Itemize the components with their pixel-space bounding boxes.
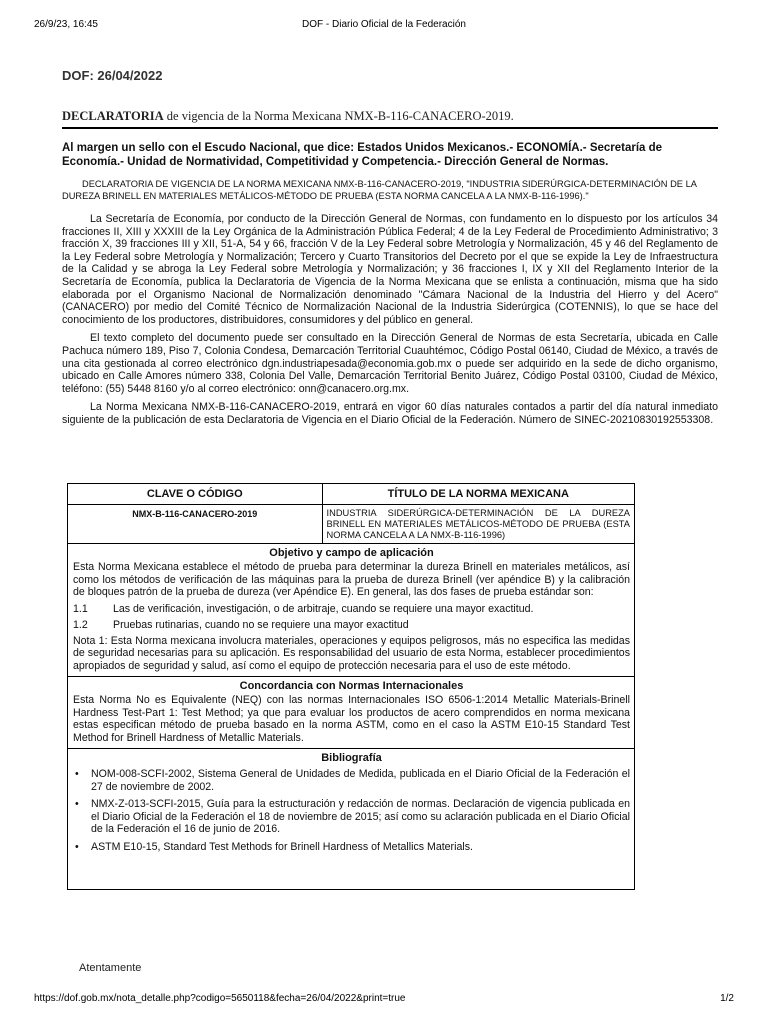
- declaratoria-heading: DECLARATORIA DE VIGENCIA DE LA NORMA MEXICANA NMX-B-116-CANACERO-2019, "INDUSTRIA SIDERÚRGICA-DETERMINACIÓN DE LA DUREZA BRINELL EN MATERIALES METÁLICOS-MÉTODO DE PRUEBA (ESTA NORMA CANCELA A LA NMX-B-116-1996).": [62, 179, 697, 201]
- list-item: [73, 603, 630, 615]
- list-item-number: 1.1: [73, 602, 88, 615]
- list-item-text: Pruebas rutinarias, cuando no se requiere una mayor exactitud: [113, 618, 409, 631]
- dof-date: DOF: 26/04/2022: [62, 68, 163, 83]
- print-page-title: DOF - Diario Oficial de la Federación: [302, 19, 466, 30]
- norma-table: [67, 483, 635, 890]
- objetivo-section: [68, 544, 635, 677]
- bibliografia-row: [68, 749, 635, 890]
- title-divider: [62, 127, 718, 129]
- print-header: [34, 19, 734, 33]
- print-datetime: 26/9/23, 16:45: [34, 19, 98, 30]
- print-page-number: 1/2: [720, 993, 734, 1004]
- list-item: [73, 798, 630, 836]
- list-item-number: 1.2: [73, 618, 88, 631]
- bullet-icon: •: [75, 840, 79, 853]
- bibliografia-section: [68, 749, 635, 890]
- sello-paragraph: Al margen un sello con el Escudo Nacional, que dice: Estados Unidos Mexicanos.- ECONOMÍA.- Secretaría de Economía.- Unidad de Normatividad, Competitividad y Competencia.- Dirección General de Normas.: [62, 142, 663, 168]
- list-item: [73, 841, 630, 854]
- bullet-icon: •: [75, 768, 79, 780]
- declaration-title: [62, 109, 718, 124]
- objetivo-intro: Esta Norma Mexicana establece el método de prueba para determinar la dureza Brinell en materiales metálicos, así como los métodos de verificación de las máquinas para la prueba de dureza Brinell (ver apéndice B) y la calibración de bloques patrón de la prueba de dureza (ver Apéndice E). En general, las dos fases de prueba estándar son:: [73, 561, 630, 598]
- objetivo-heading: Objetivo y campo de aplicación: [269, 547, 434, 559]
- col-header-clave: CLAVE O CÓDIGO: [68, 484, 323, 505]
- norma-key: NMX-B-116-CANACERO-2019: [68, 505, 323, 544]
- paragraph-consulta: El texto completo del documento puede ser consultado en la Dirección General de Normas de esta Secretaría, ubicada en Calle Pachuca número 189, Piso 7, Colonia Condesa, Demarcación Territorial Cuauhtémoc, Código Postal 06140, Ciudad de México, a través de una cita gestionada al correo electrónico dgn.industriapesada@economia.gob.mx o puede ser adquirido en la sede de dicho organismo, ubicado en Calle Amores número 338, Colonia Del Valle, Demarcación Territorial Benito Juárez, Código Postal 03100, Ciudad de México, teléfono: (55) 5448 8160 y/o al correo electrónico: onn@canacero.org.mx.: [62, 332, 718, 395]
- concordancia-text: Esta Norma No es Equivalente (NEQ) con las normas Internacionales ISO 6506-1:2014 Metallic Materials-Brinell Hardness Test-Part 1: Test Method; ya que para evaluar los productos de acero comprendidos en norma mexicana estas especifican método de prueba basado en la norma ASTM, como en el caso la ASTM E10-15 Standard Test Method for Brinell Hardness of Metallic Materials.: [73, 694, 630, 744]
- bibliografia-item: NMX-Z-013-SCFI-2015, Guía para la estructuración y redacción de normas. Declaración de vigencia publicada en el Diario Oficial de la Federación el 18 de noviembre de 2015; así como su aclaración publicada en el Diario Oficial de la Federación el 16 de junio de 2016.: [91, 798, 630, 835]
- concordancia-row: [68, 677, 635, 749]
- bibliografia-heading: Bibliografía: [321, 752, 382, 764]
- paragraph-vigor: La Norma Mexicana NMX-B-116-CANACERO-2019, entrará en vigor 60 días naturales contados a partir del día natural inmediato siguiente de la publicación de esta Declaratoria de Vigencia en el Diario Oficial de la Federación. Número de SINEC-20210830192553308.: [62, 401, 718, 426]
- bibliografia-item: NOM-008-SCFI-2002, Sistema General de Unidades de Medida, publicada en el Diario Oficial de la Federación el 27 de noviembre de 2002.: [91, 768, 630, 793]
- paragraph-fundamento: La Secretaría de Economía, por conducto de la Dirección General de Normas, con fundamento en lo dispuesto por los artículos 34 fracciones II, XIII y XXXIII de la Ley Orgánica de la Administración Pública Federal; 4 de la Ley Federal de Procedimiento Administrativo; 3 fracción X, 39 fracciones III y XII, 51-A, 54 y 66, fracción V de la Ley Federal sobre Metrología y Normalización, 45 y 46 del Reglamento de la Ley Federal sobre Metrología y Normalización; Tercero y Cuarto Transitorios del Decreto por el que se expide la Ley de Infraestructura de la Calidad y se abroga la Ley Federal sobre Metrología y Normalización; y 36 fracciones I, IX y XII del Reglamento Interior de la Secretaría de Economía, publica la Declaratoria de Vigencia de la Norma Mexicana que se enlista a continuación, misma que ha sido elaborada por el Organismo Nacional de Normalización denominado "Cámara Nacional de la Industria del Hierro y del Acero" (CANACERO) por medio del Comité Técnico de Normalización Nacional de la Industria Siderúrgica (COTENNIS), lo que se hace del conocimiento de los productores, distribuidores, consumidores y del público en general.: [62, 213, 718, 326]
- col-header-titulo: TÍTULO DE LA NORMA MEXICANA: [322, 484, 634, 505]
- closing-text: Atentamente: [79, 962, 142, 974]
- declaration-title-bold: DECLARATORIA: [62, 109, 164, 123]
- list-item-text: Las de verificación, investigación, o de arbitraje, cuando se requiere una mayor exactitud.: [113, 602, 534, 615]
- table-header-row: [68, 484, 635, 505]
- declaration-title-rest: de vigencia de la Norma Mexicana NMX-B-116-CANACERO-2019.: [163, 109, 514, 123]
- list-item: [73, 768, 630, 793]
- concordancia-section: [68, 677, 635, 749]
- document-body: [62, 68, 718, 427]
- objetivo-note: Nota 1: Esta Norma mexicana involucra materiales, operaciones y equipos peligrosos, más no especifica las medidas de seguridad necesarias para su aplicación. Es responsabilidad del usuario de esta Norma, establecer procedimientos apropiados de seguridad y salud, así como el equipo de protección necesaria para el uso de este método.: [73, 634, 630, 672]
- norma-title: INDUSTRIA SIDERÚRGICA-DETERMINACIÓN DE LA DUREZA BRINELL EN MATERIALES METÁLICOS-MÉTODO DE PRUEBA (ESTA NORMA CANCELA A LA NMX-B-116-1996): [322, 505, 634, 544]
- bibliografia-item: ASTM E10-15, Standard Test Methods for Brinell Hardness of Metallics Materials.: [91, 840, 473, 853]
- table-row: [68, 505, 635, 544]
- print-footer: [34, 993, 734, 1007]
- bullet-icon: •: [75, 798, 79, 810]
- print-url: https://dof.gob.mx/nota_detalle.php?codigo=5650118&fecha=26/04/2022&print=true: [34, 993, 406, 1004]
- concordancia-heading: Concordancia con Normas Internacionales: [239, 680, 464, 692]
- list-item: [73, 619, 630, 631]
- objetivo-row: [68, 544, 635, 677]
